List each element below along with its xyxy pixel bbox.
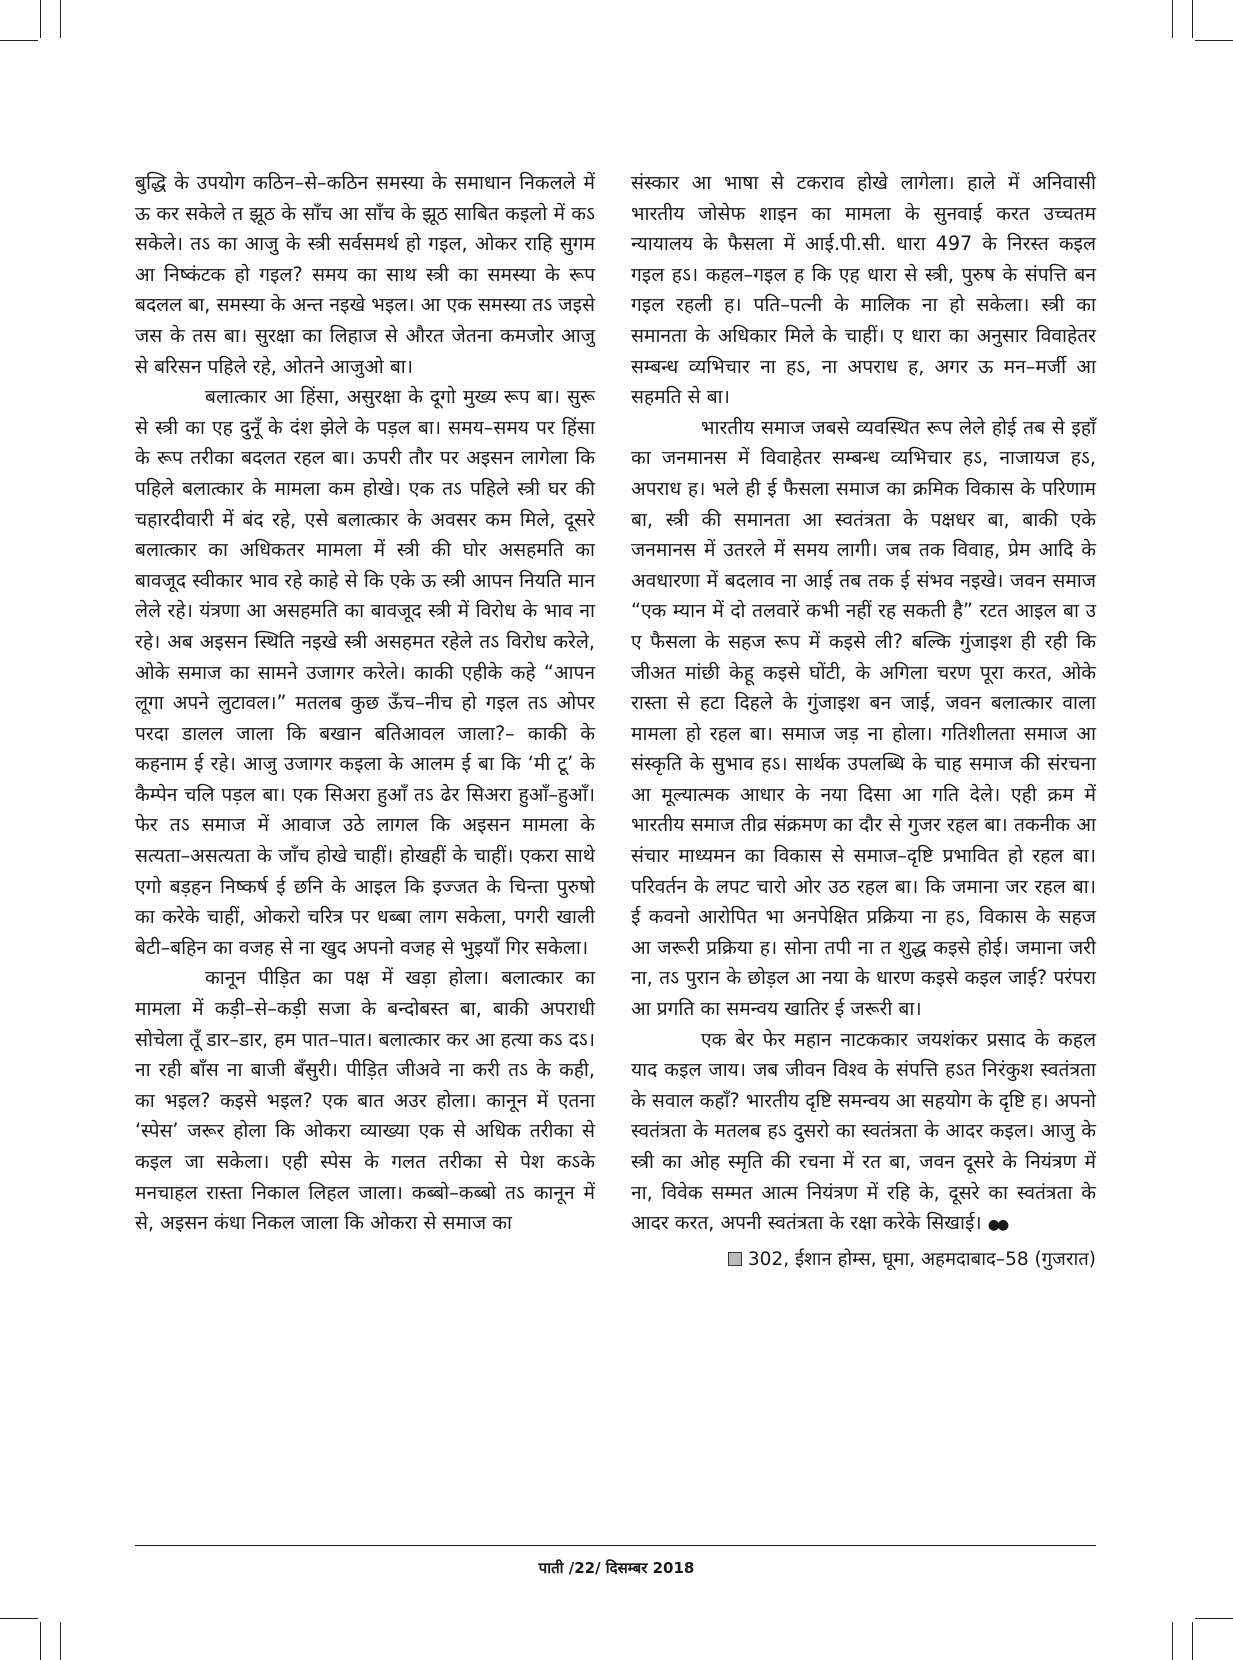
paragraph: बलात्कार आ हिंसा, असुरक्षा के दूगो मुख्य रूप बा। सुरू से स्त्री का एह दुनूँ के दंश झेले के पड़ल बा। समय–समय पर हिंसा के रूप तरीका बदलत रहल बा। ऊपरी तौर पर अइसन लागेला कि पहिले बलात्कार के मामला कम होखे। एक तऽ पहिले स्त्री घर की चहारदीवारी में बंद रहे, एसे बलात्कार के अवसर कम मिले, दूसरे बलात्कार का अधिकतर मामला में स्त्री की घोर असहमति का बावजूद स्वीकार भाव रहे काहे से कि एके ऊ स्त्री आपन नियति मान लेले रहे। यंत्रणा आ असहमति का बावजूद स्त्री में विरोध के भाव ना रहे। अब अइसन स्थिति नइखे स्त्री असहमत रहेले तऽ विरोध करेले, ओके समाज का सामने उजागर करेले। काकी एहीके कहे “आपन लूगा अपने लुटावल।” मतलब कुछ ऊँच–नीच हो गइल तऽ ओपर परदा डालल जाला कि बखान बतिआवल जाला?– काकी के कहनाम ई रहे। आजु उजागर कइला के आलम ई बा कि ‘मी टू’ के कैम्पेन चलि पड़ल बा। एक सिअरा हुआँ तऽ ढेर सिअरा हुआँ–हुआँ। फेर तऽ समाज में आवाज उठे लागल कि अइसन मामला के सत्यता–असत्यता के जाँच होखे चाहीं। होखहीं के चाहीं। एकरा साथे एगो बड़हन निष्कर्ष ई छनि के आइल कि इज्जत के चिन्ता पुरुषो का करेके चाहीं, ओकरो चरित्र पर धब्बा लाग सकेला, पगरी खाली बेटी–बहिन का वजह से ना खुद अपनो वजह से भुइयाँ गिर सकेला। bbox=[135, 385, 595, 959]
paragraph-text: एक बेर फेर महान नाटककार जयशंकर प्रसाद के कहल याद कइल जाय। जब जीवन विश्व के संपत्ति हऽत निरंकुश स्वतंत्रता के सवाल कहाँ? भारतीय दृष्टि समन्वय आ सहयोग के दृष्टि ह। अपनो स्वतंत्रता के मतलब हऽ दुसरो का स्वतंत्रता के आदर कइल। आजु के स्त्री का ओह स्मृति की रचना में रत बा, जवन दूसरे के नियंत्रण में ना, विवेक सम्मत आत्म नियंत्रण में रहि के, दूसरे का स्वतंत्रता के आदर करत, अपनी स्वतंत्रता के रक्षा करेके सिखाई। bbox=[631, 1027, 1096, 1235]
paragraph bbox=[631, 1025, 1096, 1241]
address-text: 302, ईशान होम्स, घूमा, अहमदाबाद–58 (गुजरात) bbox=[747, 1248, 1096, 1270]
end-mark: ●● bbox=[987, 1217, 1007, 1234]
crop-mark bbox=[1195, 1618, 1233, 1619]
left-column bbox=[135, 168, 595, 1239]
crop-mark bbox=[0, 40, 38, 41]
paragraph: संस्कार आ भाषा से टकराव होखे लागेला। हाले में अनिवासी भारतीय जोसेफ शाइन का मामला के सुनवाई करत उच्चतम न्यायालय के फैसला में आई.पी.सी. धारा 497 के निरस्त कइल गइल हऽ। कहल–गइल ह कि एह धारा से स्त्री, पुरुष के संपत्ति बन गइल रहली ह। पति–पत्नी के मालिक ना हो सकेला। स्त्री का समानता के अधिकार मिले के चाहीं। ए धारा का अनुसार विवाहेतर सम्बन्ध व्यभिचार ना हऽ, ना अपराध ह, अगर ऊ मन–मर्जी आ सहमति से बा। bbox=[631, 171, 1096, 409]
right-column bbox=[631, 168, 1096, 1275]
square-bullet-icon bbox=[728, 1252, 742, 1266]
crop-mark bbox=[60, 1622, 61, 1660]
author-address bbox=[631, 1245, 1096, 1276]
crop-mark bbox=[40, 0, 41, 38]
paragraph: कानून पीड़ित का पक्ष में खड़ा होला। बलात्कार का मामला में कड़ी–से–कड़ी सजा के बन्दोबस्त बा, बाकी अपराधी सोचेला तूँ डार–डार, हम पात–पात। बलात्कार कर आ हत्या कऽ दऽ। ना रही बाँस ना बाजी बँसुरी। पीड़ित जीअवे ना करी तऽ के कही, का भइल? कइसे भइल? एक बात अउर होला। कानून में एतना ‘स्पेस’ जरूर होला कि ओकरा व्याख्या एक से अधिक तरीका से कइल जा सकेला। एही स्पेस के गलत तरीका से पेश कऽके मनचाहल रास्ता निकाल लिहल जाला। कब्बो–कब्बो तऽ कानून में से, अइसन कंधा निकल जाला कि ओकरा से समाज का bbox=[135, 966, 595, 1235]
paragraph: भारतीय समाज जबसे व्यवस्थित रूप लेले होई तब से इहाँ का जनमानस में विवाहेतर सम्बन्ध व्यभिचार हऽ, नाजायज हऽ, अपराध ह। भले ही ई फैसला समाज का क्रमिक विकास के परिणाम बा, स्त्री की समानता आ स्वतंत्रता के पक्षधर बा, बाकी एके जनमानस में उतरले में समय लागी। जब तक विवाह, प्रेम आदि के अवधारणा में बदलाव ना आई तब तक ई संभव नइखे। जवन समाज “एक म्यान में दो तलवारें कभी नहीं रह सकती है” रटत आइल बा उ ए फैसला के सहज रूप में कइसे ली? बल्कि गुंजाइश ही रही कि जीअत मांछी केहू कइसे घोंटी, के अगिला चरण पूरा करत, ओके रास्ता से हटा दिहले के गुंजाइश बन जाई, जवन बलात्कार वाला मामला हो रहल बा। समाज जड़ ना होला। गतिशीलता समाज आ संस्कृति के सुभाव हऽ। सार्थक उपलब्धि के चाह समाज की संरचना आ मूल्यात्मक आधार के नया दिसा आ गति देले। एही क्रम में भारतीय समाज तीव्र संक्रमण का दौर से गुजर रहल बा। तकनीक आ संचार माध्यमन का विकास से समाज–दृष्टि प्रभावित हो रहल बा। परिवर्तन के लपट चारो ओर उठ रहल बा। कि जमाना जर रहल बा। ई कवनो आरोपित भा अनपेक्षित प्रक्रिया ना हऽ, विकास के सहज आ जरूरी प्रक्रिया ह। सोना तपी ना त शुद्ध कइसे होई। जमाना जरी ना, तऽ पुरान के छोड़ल आ नया के धारण कइसे कइल जाई? परंपरा आ प्रगति का समन्वय खातिर ई जरूरी बा। bbox=[631, 415, 1096, 1021]
crop-mark bbox=[1172, 0, 1173, 38]
paragraph: बुद्धि के उपयोग कठिन–से–कठिन समस्या के समाधान निकलले में ऊ कर सकेले त झूठ के साँच आ साँच के झूठ साबित कइलो में कऽ सकेले। तऽ का आजु के स्त्री सर्वसमर्थ हो गइल, ओकर राहि सुगम आ निष्कंटक हो गइल? समय का साथ स्त्री का समस्या के रूप बदलल बा, समस्या के अन्त नइखे भइल। आ एक समस्या तऽ जइसे जस के तस बा। सुरक्षा का लिहाज से औरत जेतना कमजोर आजु से बरिसन पहिले रहे, ओतने आजुओ बा। bbox=[135, 171, 595, 378]
crop-mark bbox=[0, 1618, 38, 1619]
page-footer: पाती /22/ दिसम्बर 2018 bbox=[538, 1559, 695, 1577]
crop-mark bbox=[1172, 1622, 1173, 1660]
crop-mark bbox=[1195, 40, 1233, 41]
footer-rule bbox=[135, 1545, 1096, 1546]
crop-mark bbox=[40, 1622, 41, 1660]
crop-mark bbox=[1192, 0, 1193, 38]
crop-mark bbox=[1192, 1622, 1193, 1660]
crop-mark bbox=[60, 0, 61, 38]
